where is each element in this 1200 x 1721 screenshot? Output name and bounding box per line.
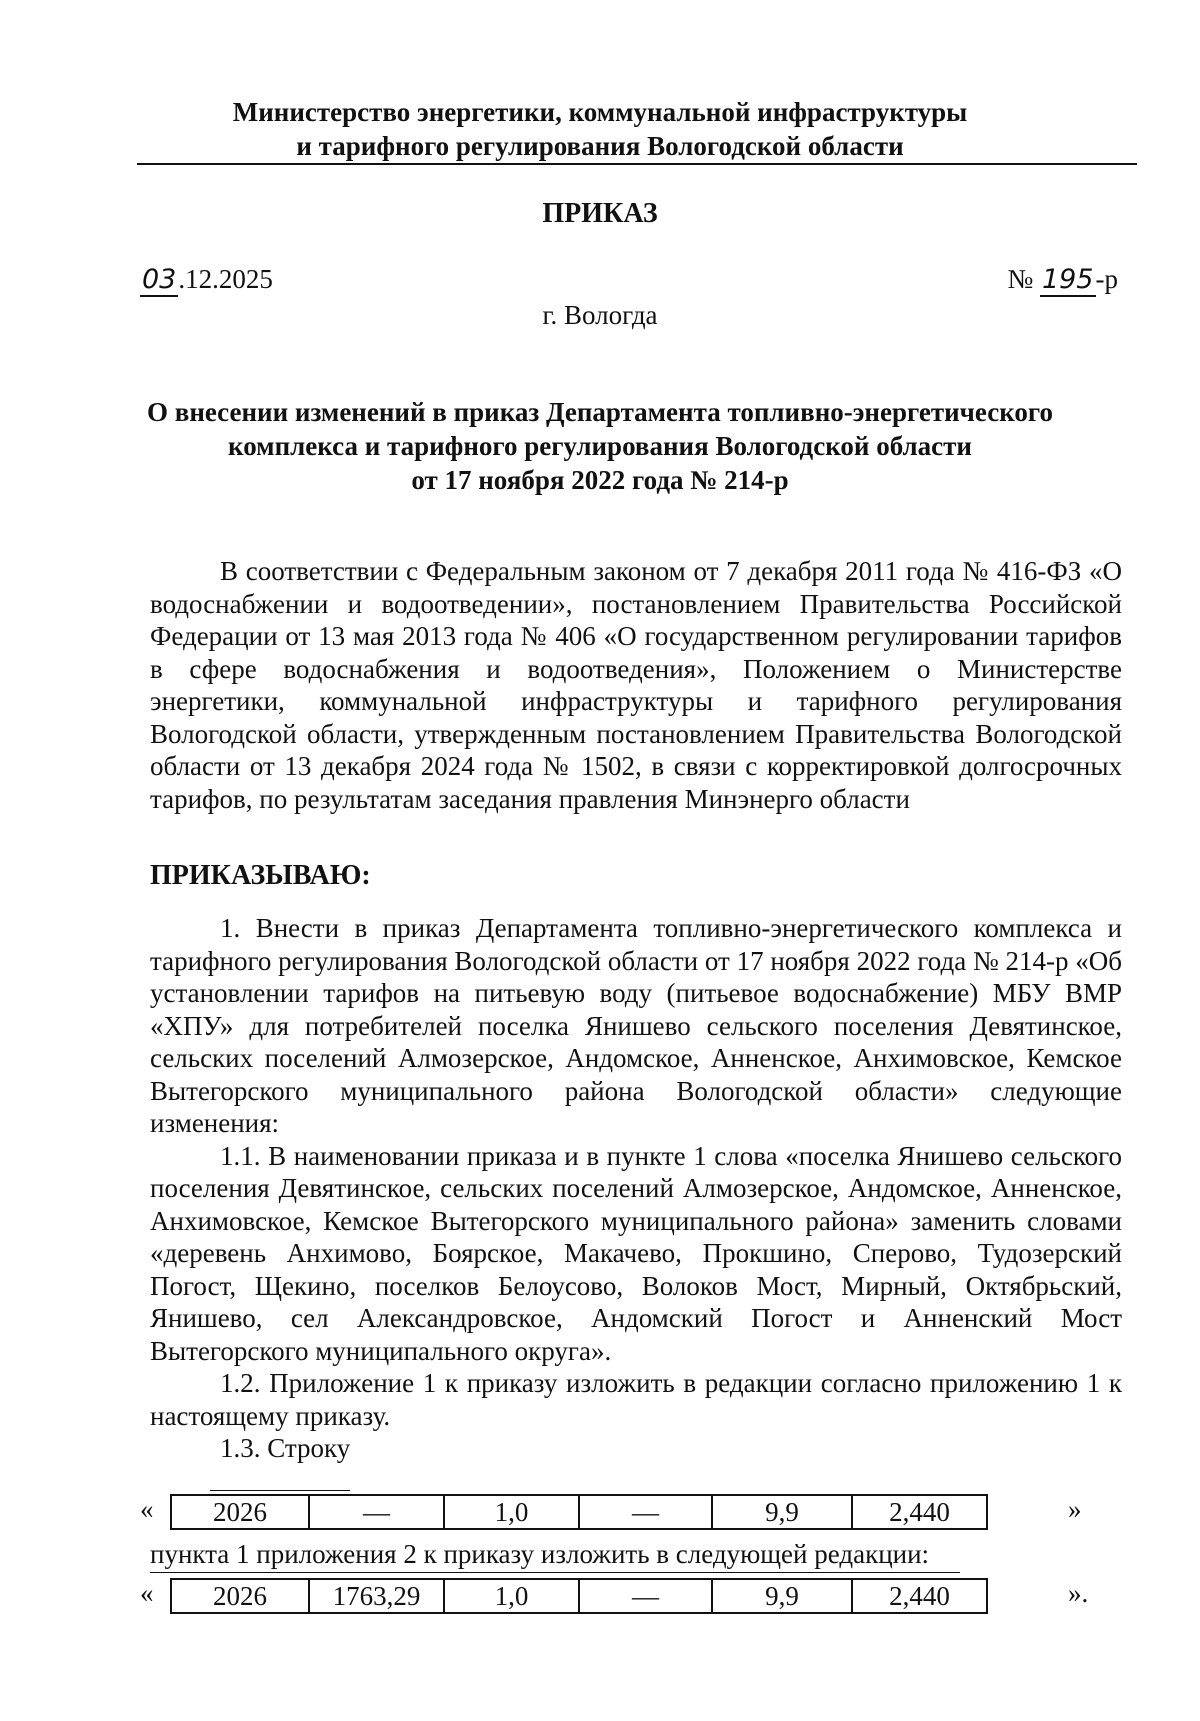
table-cell: 1,0 (444, 1495, 579, 1529)
item-1-3: 1.3. Строку (220, 1433, 351, 1463)
order-items (150, 912, 1122, 1465)
old-row-table (170, 1494, 988, 1530)
ministry-header (0, 95, 1200, 163)
table-row (171, 1495, 987, 1529)
table-cell: 1763,29 (309, 1579, 444, 1613)
table-cell: 9,9 (712, 1495, 852, 1529)
old-row-close-quote: » (1068, 1494, 1082, 1524)
table-cell: 2026 (171, 1579, 309, 1613)
city: г. Вологда (542, 300, 658, 330)
table-cell: 2026 (171, 1495, 309, 1529)
item-1: 1. Внести в приказ Департамента топливно-энергетического комплекса и тарифного регулирования Вологодской области от 17 ноября 2022 года № 214-р «Об установлении тарифов на питьевую воду (питьевое водоснабжение) МБУ ВМР «ХПУ» для потребителей поселка Янишево сельского поселения Девятинское, сельских поселений Алмозерское, Андомское, Анненское, Анхимовское, Кемское Вытегорского муниципального района Вологодской области» следующие изменения: (150, 913, 1122, 1138)
date-rest: .12.2025 (178, 264, 273, 294)
ministry-header-line-1: Министерство энергетики, коммунальной инфраструктуры (232, 97, 968, 127)
table-cell: 2,440 (852, 1579, 987, 1613)
table-cell: — (579, 1495, 712, 1529)
old-row-open-quote: « (140, 1494, 154, 1524)
number-prefix: № (1007, 264, 1040, 294)
ministry-header-line-2: и тарифного регулирования Вологодской области (296, 131, 904, 161)
number-value-handwritten: 195 (1041, 264, 1094, 295)
document-date (140, 264, 273, 295)
header-divider (137, 163, 1137, 165)
document-subject (100, 395, 1100, 497)
table-cell: 2,440 (852, 1495, 987, 1529)
subject-line-3: от 17 ноября 2022 года № 214-р (411, 465, 789, 495)
table-cell: — (309, 1495, 444, 1529)
new-row-close-quote: ». (1068, 1578, 1089, 1608)
date-day-handwritten: 03 (142, 264, 177, 295)
row-replacement-text: пункта 1 приложения 2 к приказу изложить в следующей редакции: (150, 1539, 930, 1569)
preamble (150, 555, 1122, 815)
item-1-1: 1.1. В наименовании приказа и в пункте 1 слова «поселка Янишево сельского поселения Девятинское, сельских поселений Алмозерское, Андомское, Анненское, Анхимовское, Кемское Вытегорского муниципального района» заменить словами «деревень Анхимово, Боярское, Макачево, Прокшино, Сперово, Тудозерский Погост, Щекино, поселков Белоусово, Волоков Мост, Мирный, Октябрьский, Янишево, сел Александровское, Андомский Погост и Анненский Мост Вытегорского муниципального округа». (150, 1140, 1122, 1366)
new-row-table (170, 1578, 988, 1614)
subject-line-2: комплекса и тарифного регулирования Вологодской области (228, 431, 972, 461)
item-1-2: 1.2. Приложение 1 к приказу изложить в редакции согласно приложению 1 к настоящему приказу. (150, 1368, 1122, 1431)
new-row-open-quote: « (140, 1578, 154, 1608)
number-suffix: -р (1095, 264, 1118, 294)
underline-before-old-row (210, 1490, 350, 1491)
order-word: ПРИКАЗЫВАЮ: (150, 860, 371, 891)
table-cell: 1,0 (444, 1579, 579, 1613)
preamble-text: В соответствии с Федеральным законом от 7 декабря 2011 года № 416-ФЗ «О водоснабжении и водоотведении», постановлением Правительства Российской Федерации от 13 мая 2013 года № 406 «О государственном регулировании тарифов в сфере водоснабжения и водоотведения», Положением о Министерстве энергетики, коммунальной инфраструктуры и тарифного регулирования Вологодской области, утвержденным постановлением Правительства Вологодской области от 13 декабря 2024 года № 1502, в связи с корректировкой долгосрочных тарифов, по результатам заседания правления Минэнерго области (150, 556, 1122, 814)
table-row (171, 1579, 987, 1613)
table-cell: — (579, 1579, 712, 1613)
document-title: ПРИКАЗ (542, 198, 658, 229)
mid-underline (150, 1572, 960, 1573)
table-cell: 9,9 (712, 1579, 852, 1613)
subject-line-1: О внесении изменений в приказ Департамента топливно-энергетического (146, 397, 1053, 427)
document-number (1007, 264, 1118, 295)
